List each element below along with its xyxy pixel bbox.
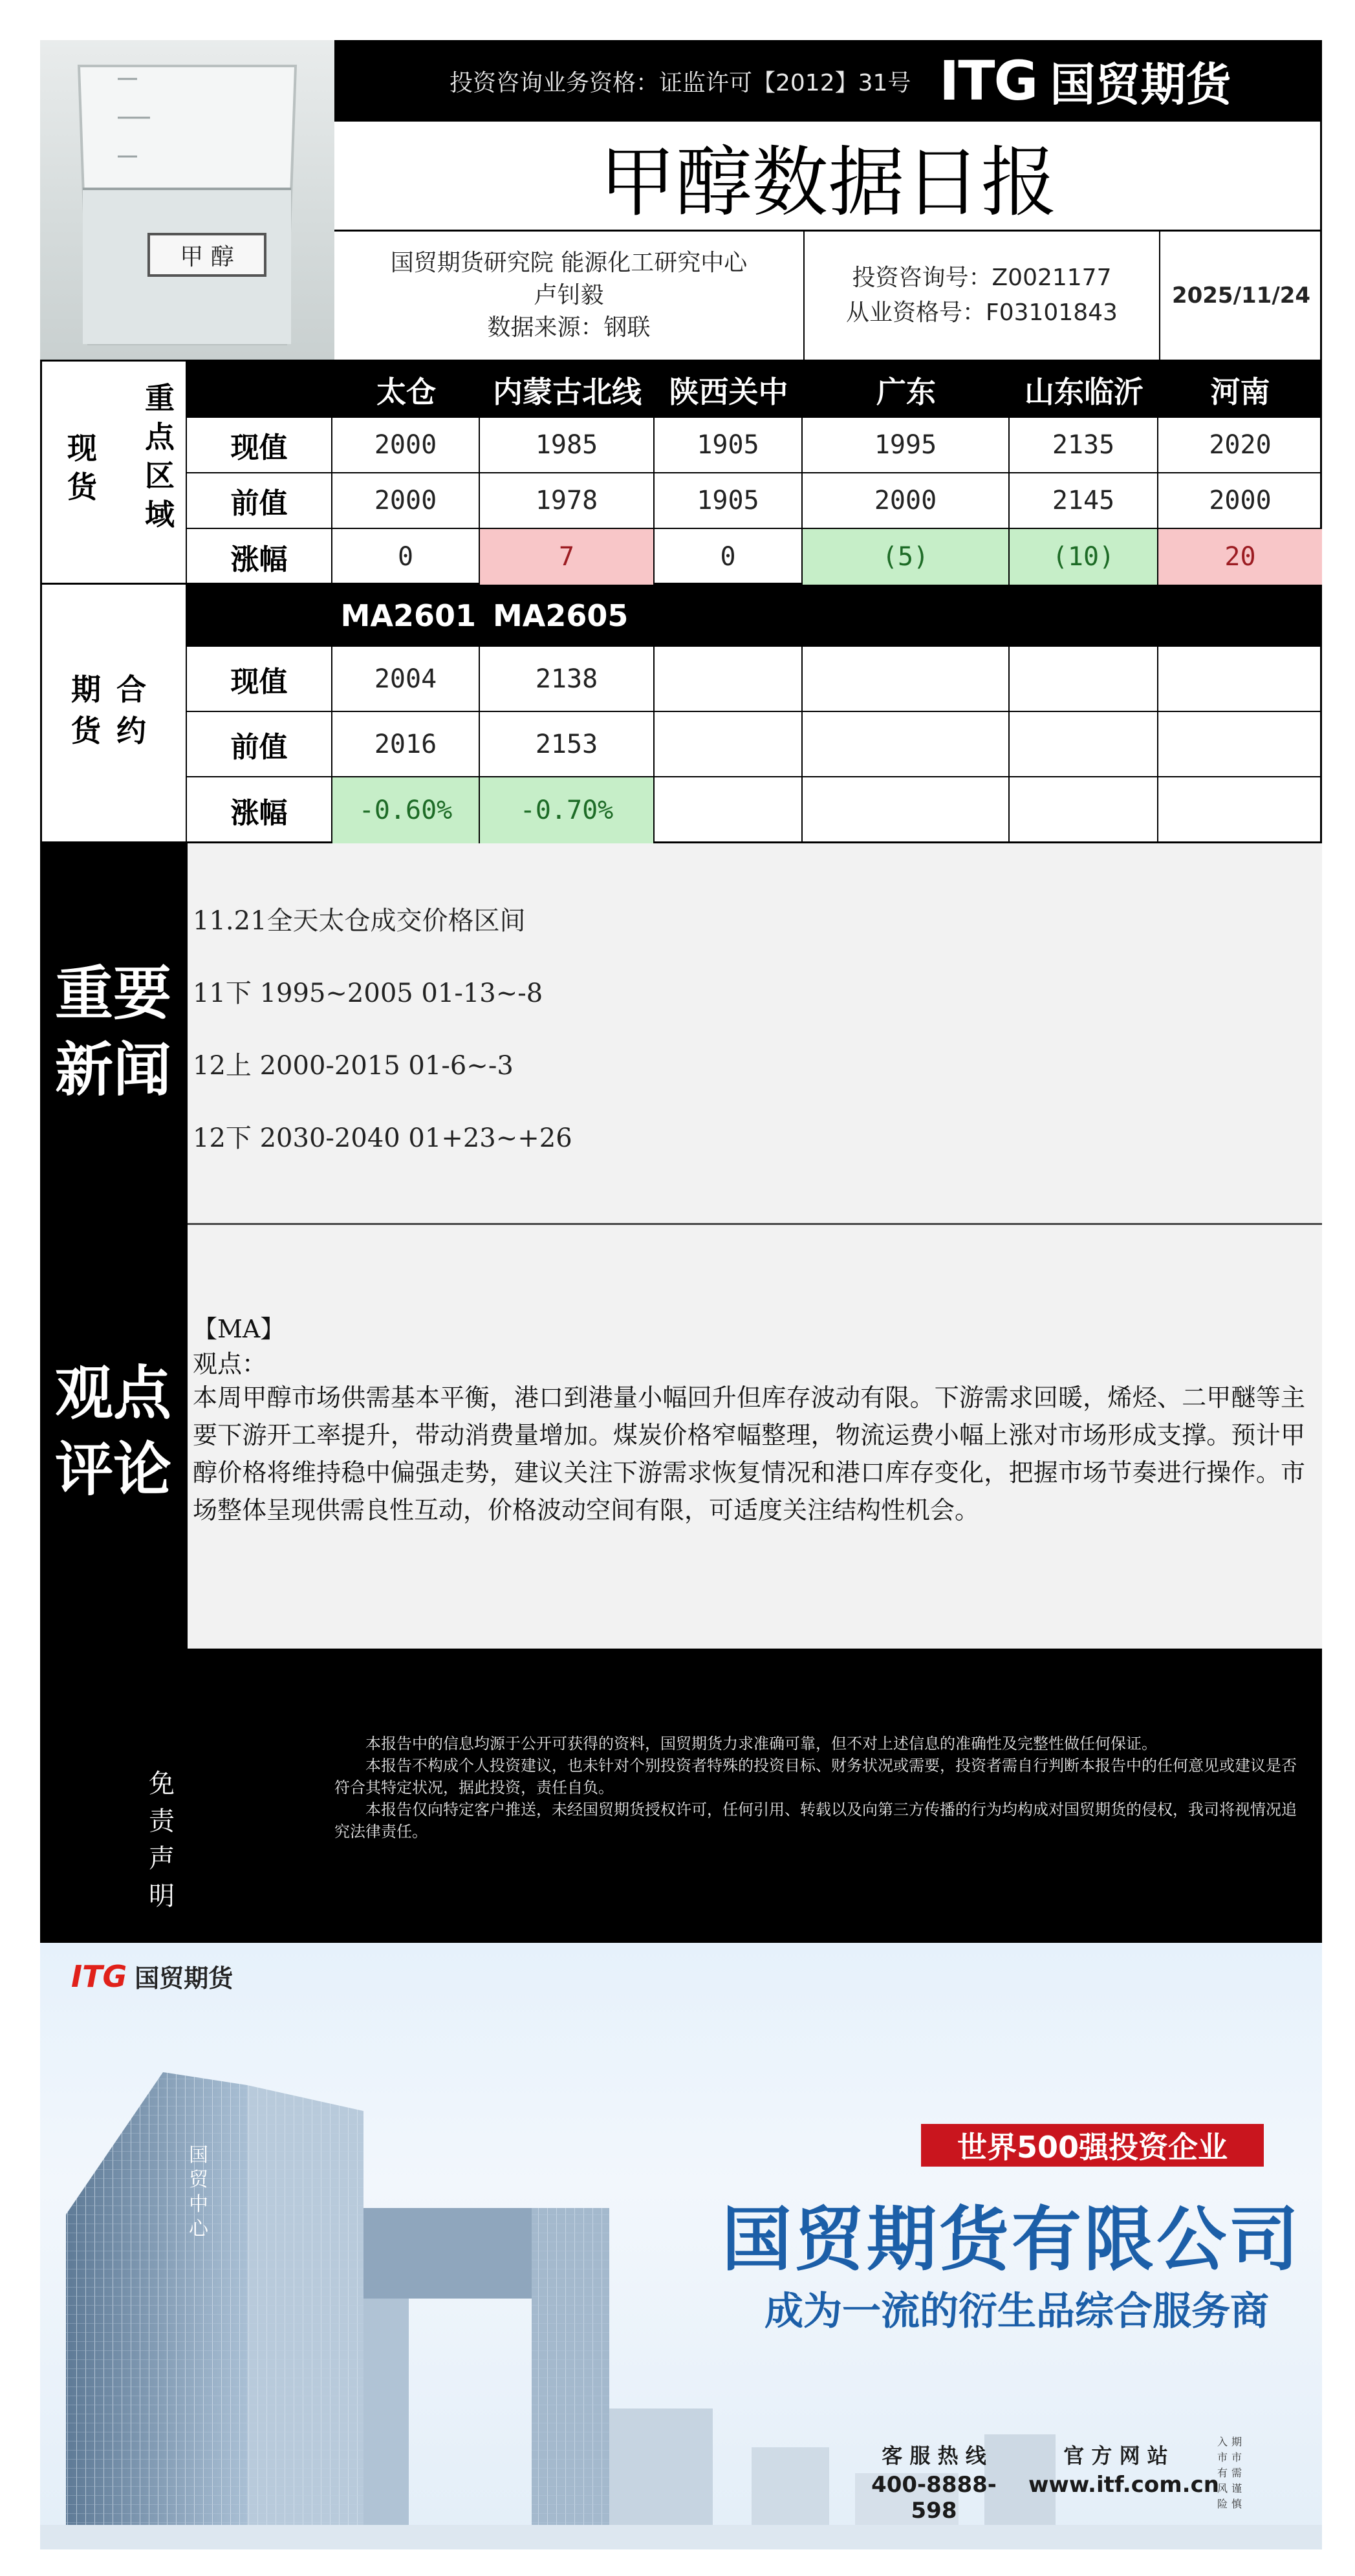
spot-change-cell: 0: [655, 529, 803, 585]
spot-cell: 2020: [1158, 418, 1322, 473]
itg-logo-cn: 国贸期货: [1050, 58, 1231, 111]
consult-number: 投资咨询号：Z0021177: [852, 265, 1112, 291]
spot-cell: 1978: [480, 473, 655, 529]
disclaimer-paragraph: 本报告仅向特定客户推送，未经国贸期货授权许可，任何引用、转载以及向第三方传播的行为均构成对国贸期货的侵权，我司将视情况追究法律责任。: [334, 1801, 1297, 1841]
futures-cell: 2016: [332, 712, 480, 777]
futures-empty-cell: [803, 712, 1010, 777]
futures-empty-cell: [1010, 712, 1158, 777]
disclaimer-paragraph: 本报告中的信息均源于公开可获得的资料，国贸期货力求准确可靠，但不对上述信息的准确性及完整性做任何保证。: [365, 1735, 1157, 1753]
spot-col-henan: 河南: [1210, 374, 1270, 409]
futures-empty-cell: [655, 777, 803, 843]
header-license-band: [334, 40, 1322, 122]
futures-row-label-previous: 前值: [186, 712, 332, 777]
banner-logo-cn: 国贸期货: [135, 1964, 233, 1993]
comment-label: 观点评论: [55, 1359, 171, 1504]
hotline-number: 400-8888-598: [871, 2472, 997, 2524]
institute-name: 国贸期货研究院 能源化工研究中心: [390, 250, 748, 276]
futures-row-label-change: 涨幅: [186, 777, 332, 843]
futures-section: [40, 585, 1322, 843]
spot-cell: 1905: [655, 473, 803, 529]
disclaimer-text: [334, 1733, 1305, 1843]
spot-cell: 2145: [1010, 473, 1158, 529]
spot-row-label-change: 涨幅: [186, 529, 332, 585]
website-block: [1028, 2440, 1219, 2498]
comment-panel: [188, 1225, 1322, 1649]
company-name: 国贸期货有限公司: [721, 2200, 1301, 2280]
spot-cell: 2000: [332, 473, 480, 529]
spot-col-guangdong: 广东: [876, 374, 936, 409]
banner-logo-itg: ITG: [71, 1958, 127, 1994]
spot-change-cell: 0: [332, 529, 480, 585]
fortune-500-badge: 世界500强投资企业: [921, 2124, 1264, 2167]
hotline-label: 客 服 热 线: [882, 2443, 986, 2468]
futures-row-label-current: 现值: [186, 647, 332, 712]
futures-change-cell-down: -0.60%: [332, 777, 480, 843]
spot-change-cell-down: (10): [1010, 529, 1158, 585]
itg-logo: [939, 40, 1231, 122]
comment-tag: 【MA】: [193, 1315, 285, 1343]
methanol-beaker-image: [40, 40, 334, 360]
futures-empty-cell: [655, 712, 803, 777]
spot-section: [40, 360, 1322, 585]
news-line: 11.21全天太仓成交价格区间: [193, 906, 526, 936]
spot-row-label-previous: 前值: [186, 473, 332, 529]
spot-col-neimeng: 内蒙古北线: [493, 374, 642, 409]
disclaimer-paragraph: 本报告不构成个人投资建议，也未针对个别投资者特殊的投资目标、财务状况或需要，投资者需自行判断本报告中的任何意见或建议是否符合其特定状况，据此投资，责任自负。: [334, 1757, 1297, 1797]
futures-label-contract: 合约: [116, 672, 146, 748]
futures-empty-cell: [655, 647, 803, 712]
spot-cell: 1995: [803, 418, 1010, 473]
building-sign: 国贸中心: [189, 2144, 208, 2240]
report-date: 2025/11/24: [1171, 283, 1311, 308]
spot-col-shaanxi: 陕西关中: [669, 374, 788, 409]
comment-body: 本周甲醇市场供需基本平衡，港口到港量小幅回升但库存波动有限。下游需求回暖，烯烃、二甲醚等主要下游开工率提升，带动消费量增加。煤炭价格窄幅整理，物流运费小幅上涨对市场形成支撑。预计甲醇价格将维持稳中偏强走势，建议关注下游需求恢复情况和港口库存变化，把握市场节奏进行操作。市场整体呈现供需良性互动，价格波动空间有限，可适度关注结构性机会。: [193, 1383, 1305, 1524]
news-line: 12下 2030-2040 01+23~+26: [193, 1123, 572, 1153]
futures-empty-cell: [1010, 647, 1158, 712]
news-line: 11下 1995~2005 01-13~-8: [193, 979, 543, 1008]
company-banner: [40, 1943, 1322, 2549]
itg-logo-letters: ITG: [939, 49, 1037, 113]
spot-col-shandong: 山东临沂: [1024, 374, 1144, 409]
futures-cell: 2138: [480, 647, 655, 712]
risk-warning-col1: 入市有风险: [1217, 2436, 1228, 2510]
futures-empty-cell: [803, 647, 1010, 712]
disclaimer-label: 免责声明: [149, 1769, 189, 1911]
spot-change-cell-down: (5): [803, 529, 1010, 585]
news-line: 12上 2000-2015 01-6~-3: [193, 1051, 514, 1081]
news-label: 重要新闻: [55, 960, 171, 1104]
news-panel: [188, 843, 1322, 1225]
company-slogan: 成为一流的衍生品综合服务商: [764, 2289, 1269, 2334]
futures-empty-cell: [1158, 647, 1322, 712]
comment-heading: 观点：: [193, 1350, 267, 1378]
header-info-row: [334, 232, 1322, 360]
data-source: 数据来源：钢联: [487, 314, 651, 341]
futures-col-ma2601: MA2601: [340, 598, 476, 633]
risk-warning-col2: 期市需谨慎: [1231, 2436, 1242, 2510]
spot-cell: 2135: [1010, 418, 1158, 473]
website-label: 官 方 网 站: [1063, 2443, 1168, 2468]
license-text: 投资咨询业务资格：证监许可【2012】31号: [450, 69, 911, 96]
futures-section-label: [40, 585, 186, 843]
page-title: 甲醇数据日报: [334, 122, 1322, 232]
institute-block: [334, 232, 805, 360]
spot-col-taicang: 太仓: [376, 374, 436, 409]
spot-label-xianhuo: 现货: [67, 431, 97, 504]
license-numbers: [805, 232, 1160, 360]
spot-change-cell-up: 7: [480, 529, 655, 585]
spot-row-label-current: 现值: [186, 418, 332, 473]
futures-cell: 2004: [332, 647, 480, 712]
spot-section-label: [40, 362, 186, 585]
futures-empty-cell: [1010, 777, 1158, 843]
practice-number: 从业资格号：F03101843: [846, 299, 1118, 326]
spot-label-region: 重点区域: [140, 382, 175, 537]
futures-change-cell-down: -0.70%: [480, 777, 655, 843]
spot-cell: 1985: [480, 418, 655, 473]
website-url: www.itf.com.cn: [1028, 2472, 1219, 2498]
futures-empty-cell: [803, 777, 1010, 843]
futures-cell: 2153: [480, 712, 655, 777]
futures-label-qihuo: 期货: [71, 672, 101, 748]
beaker-icon: [40, 40, 334, 360]
hotline-block: [850, 2440, 1018, 2524]
spot-change-cell-up: 20: [1158, 529, 1322, 585]
disclaimer-section: [40, 1649, 1322, 1943]
beaker-label: 甲 醇: [180, 243, 234, 270]
spot-cell: 2000: [1158, 473, 1322, 529]
spot-cell: 2000: [332, 418, 480, 473]
spot-cell: 1905: [655, 418, 803, 473]
spot-cell: 2000: [803, 473, 1010, 529]
futures-empty-cell: [1158, 712, 1322, 777]
analyst-name: 卢钊毅: [534, 282, 604, 308]
futures-col-ma2605: MA2605: [493, 598, 629, 633]
futures-empty-cell: [1158, 777, 1322, 843]
